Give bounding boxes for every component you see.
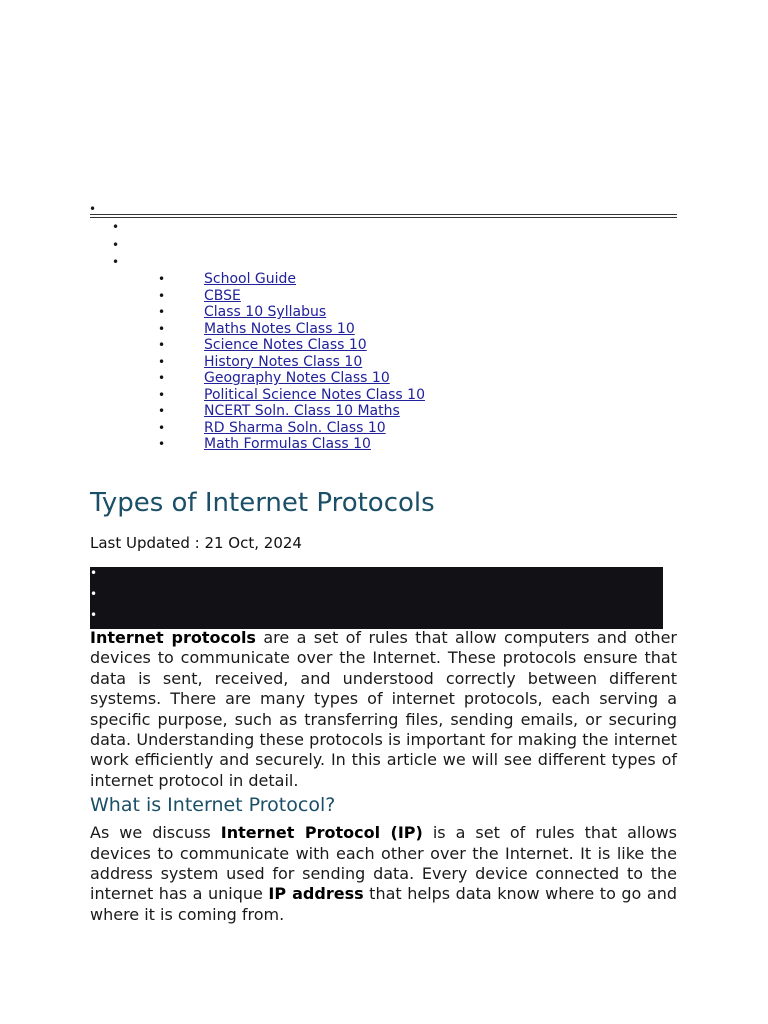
nav-item [158,370,425,387]
intro-paragraph [90,628,677,791]
article-toolbar [90,567,663,629]
article-body [90,628,677,925]
nav-link-political-science-notes[interactable]: Political Science Notes Class 10 [204,386,425,403]
breadcrumb-nav-list [158,271,425,453]
nav-item [158,403,425,420]
ip-bold-term: Internet Protocol (IP) [220,823,423,843]
ip-text-1: As we discuss [90,823,221,843]
bullet-icon: • [158,354,166,369]
bullet-icon: • [158,321,166,336]
header-divider [90,214,677,218]
nav-link-math-formulas[interactable]: Math Formulas Class 10 [204,436,371,452]
nav-item [158,288,425,305]
nav-link-history-notes[interactable]: History Notes Class 10 [204,353,363,370]
nav-link-science-notes[interactable]: Science Notes Class 10 [204,337,367,353]
nav-link-ncert-maths[interactable]: NCERT Soln. Class 10 Maths [204,403,400,419]
toolbar-item[interactable]: • [90,566,98,580]
nav-item [158,337,425,354]
ip-text-2: is a set of rules that allows devices to communicate with each other over the Internet. It is like the address system used for sending data. Every device connected to the internet has a unique [90,823,678,904]
bullet-icon: • [158,404,166,418]
toolbar-item[interactable]: • [90,608,98,622]
bullet-icon: • [158,420,166,435]
bullet-icon: • [158,387,166,402]
bullet-icon: • [158,272,166,286]
nav-item [158,321,425,338]
nav-item [158,387,425,404]
page-title: Types of Internet Protocols [90,488,435,518]
nav-link-cbse[interactable]: CBSE [204,287,241,304]
intro-text: are a set of rules that allow computers and other devices to communicate over the Internet. These protocols ensure that data is sent, received, and understood correctly between different systems. There are many types of internet protocols, each serving a specific purpose, such as transferring files, sending emails, or securing data. Understanding these protocols is important for making the internet work efficiently and securely. In this article we will see different types of internet protocol in detail. [90,628,678,790]
section-heading: What is Internet Protocol? [90,794,336,817]
empty-menu-list [112,219,119,272]
top-bullet: • [89,202,97,216]
nav-item [158,354,425,371]
empty-menu-item: • [112,237,120,252]
ip-text-3: that helps data know where to go and where it is coming from. [90,884,677,924]
nav-link-geography-notes[interactable]: Geography Notes Class 10 [204,370,390,386]
nav-link-rd-sharma[interactable]: RD Sharma Soln. Class 10 [204,419,386,436]
bullet-icon: • [158,305,166,319]
nav-item [158,304,425,321]
ip-address-term: IP address [268,884,364,904]
intro-bold-term: Internet protocols [90,628,256,647]
empty-menu-item: • [112,255,120,269]
nav-item [158,420,425,437]
nav-link-school-guide[interactable]: School Guide [204,271,297,287]
empty-menu-item: • [112,220,120,234]
bullet-icon: • [158,371,166,385]
bullet-icon: • [158,437,166,451]
toolbar-item[interactable]: • [90,587,98,601]
bullet-icon: • [158,288,166,303]
last-updated: Last Updated : 21 Oct, 2024 [90,534,302,552]
nav-link-class-10-syllabus[interactable]: Class 10 Syllabus [204,304,327,320]
toolbar-list [90,567,663,630]
nav-item [158,436,425,453]
nav-link-maths-notes[interactable]: Maths Notes Class 10 [204,320,355,337]
bullet-icon: • [158,338,166,352]
ip-paragraph [90,823,677,925]
nav-item [158,271,425,288]
